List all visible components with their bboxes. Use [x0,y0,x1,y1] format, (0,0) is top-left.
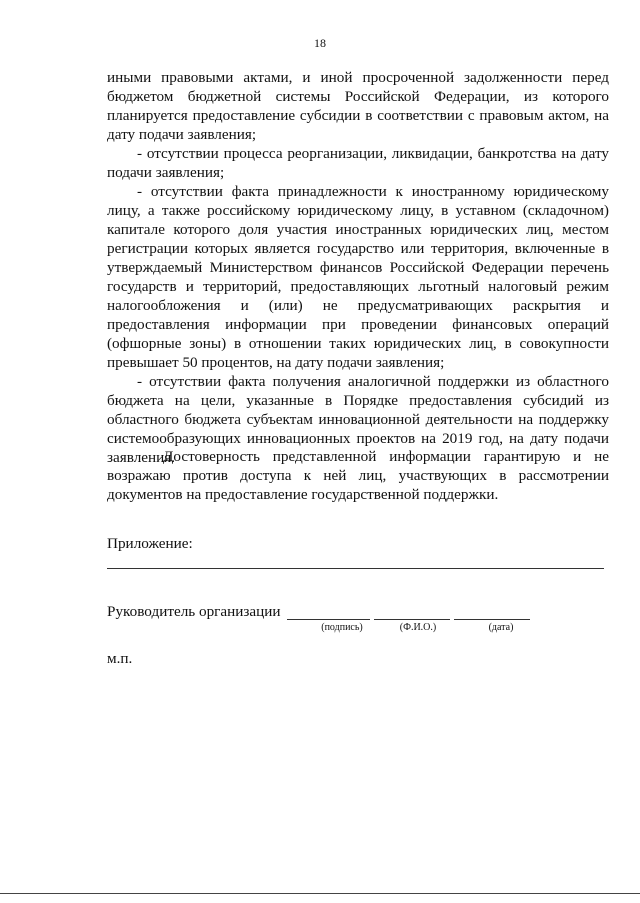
name-caption: (Ф.И.О.) [399,622,437,633]
date-caption: (дата) [488,622,514,633]
bottom-rule [0,893,640,894]
stamp-label: м.п. [107,650,133,667]
date-line [454,619,530,620]
attachment-label: Приложение: [107,535,193,552]
signature-caption: (подпись) [321,622,363,633]
paragraph: иными правовыми актами, и иной просроченной задолженности перед бюджетом бюджетной системы Российской Федерации, из которого планируется предоставление субсидии в соответствии с правовым актом, на дату подачи заявления; [107,69,609,143]
attachment-line [107,568,604,569]
paragraph: - отсутствии факта получения аналогичной поддержки из областного бюджета на цели, указанные в Порядке предоставления субсидий из областного бюджета субъектам инновационной деятельности на поддержку системообразующих инновационных проектов на 2019 год, на дату подачи заявления. [107,373,609,466]
signature-line [287,619,370,620]
certification-paragraph: Достоверность представленной информации гарантирую и не возражаю против доступа к ней лиц, участвующих в рассмотрении документов на предоставление государственной поддержки. [107,448,609,503]
body-text [107,68,609,467]
certification-text [107,447,609,504]
head-label: Руководитель организации [107,603,281,620]
name-line [374,619,450,620]
paragraph: - отсутствии факта принадлежности к иностранному юридическому лицу, а также российскому юридическому лицу, в уставном (складочном) капитале которого доля участия иностранных юридических лиц, местом регистрации которых является государство или территория, включенные в утверждаемый Министерством финансов Российской Федерации перечень государств и территорий, предоставляющих льготный налоговый режим налогообложения и (или) не предусматривающих раскрытия и предоставления информации при проведении финансовых операций (офшорные зоны) в отношении таких юридических лиц, в совокупности превышает 50 процентов, на дату подачи заявления; [107,183,609,371]
paragraph: - отсутствии процесса реорганизации, ликвидации, банкротства на дату подачи заявления; [107,145,609,181]
page-number: 18 [314,36,326,50]
